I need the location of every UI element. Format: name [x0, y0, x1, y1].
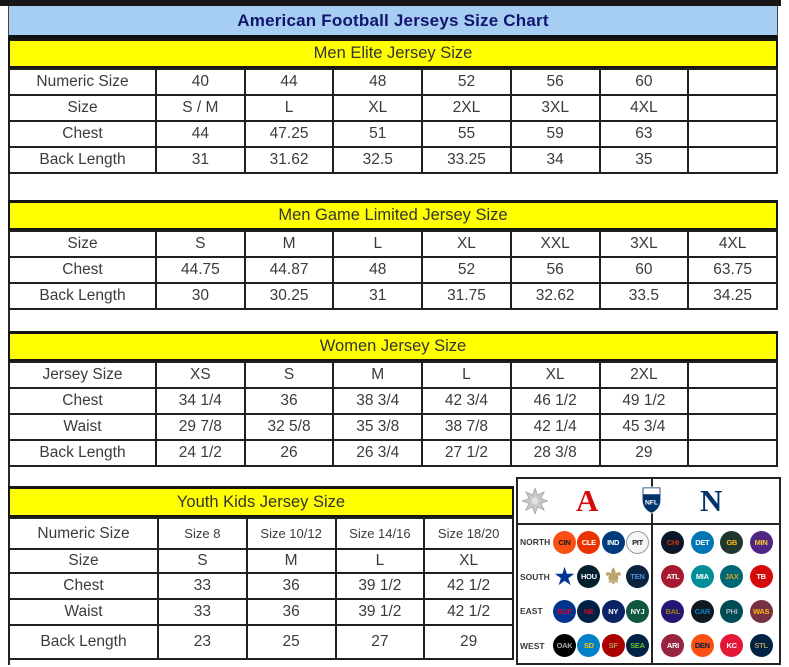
value-cell: 36 — [247, 599, 336, 625]
women-size-table — [8, 331, 778, 467]
team-logo-hou-icon: HOU — [577, 565, 600, 588]
value-cell: 56 — [511, 257, 600, 283]
value-cell: 31 — [156, 147, 245, 173]
row-label-cell: Chest — [9, 573, 158, 599]
division-label: WEST — [520, 640, 545, 651]
row-label-cell: Size — [9, 549, 158, 573]
value-cell: 27 — [336, 625, 425, 659]
value-cell: 36 — [247, 573, 336, 599]
afc-team-group — [553, 600, 649, 623]
value-cell: 44.75 — [156, 257, 245, 283]
youth-kids-grid — [8, 517, 514, 660]
svg-text:NFL: NFL — [644, 499, 659, 507]
value-cell: M — [247, 549, 336, 573]
team-logo-gb-icon: GB — [720, 531, 743, 554]
value-cell: XL — [511, 362, 600, 388]
division-row-west — [518, 629, 779, 664]
team-logo-sea-icon: SEA — [626, 634, 649, 657]
value-cell: M — [245, 231, 334, 257]
value-cell: 34 1/4 — [156, 388, 245, 414]
table-row — [9, 121, 777, 147]
value-cell: 29 — [424, 625, 513, 659]
value-cell: 2XL — [600, 362, 689, 388]
value-cell: S — [158, 549, 247, 573]
division-row-east — [518, 594, 779, 629]
value-cell: 33 — [158, 599, 247, 625]
team-logo-den-icon: DEN — [691, 634, 714, 657]
value-cell — [688, 440, 777, 466]
men-game-limited-size-table — [8, 200, 778, 310]
value-cell: L — [333, 231, 422, 257]
value-cell: 56 — [511, 69, 600, 95]
division-row-north — [518, 525, 779, 560]
value-cell: 38 3/4 — [333, 388, 422, 414]
value-cell: 30 — [156, 283, 245, 309]
table-row — [9, 69, 777, 95]
nfc-team-group — [649, 565, 779, 588]
value-cell: Size 18/20 — [424, 518, 513, 549]
team-logo-det-icon: DET — [691, 531, 714, 554]
nfc-team-group — [649, 600, 779, 623]
team-logo-ari-icon: ARI — [661, 634, 684, 657]
value-cell: 34.25 — [688, 283, 777, 309]
value-cell: 33 — [158, 573, 247, 599]
value-cell: 28 3/8 — [511, 440, 600, 466]
value-cell: 30.25 — [245, 283, 334, 309]
value-cell: XL — [333, 95, 422, 121]
men-game-limited-grid — [8, 230, 778, 310]
value-cell: 3XL — [511, 95, 600, 121]
value-cell — [688, 414, 777, 440]
value-cell: L — [245, 95, 334, 121]
row-label-cell: Back Length — [9, 625, 158, 659]
team-logo-stl-icon: STL — [750, 634, 773, 657]
team-logo-min-icon: MIN — [750, 531, 773, 554]
value-cell — [688, 121, 777, 147]
value-cell: 40 — [156, 69, 245, 95]
chart-title-bar — [8, 6, 778, 38]
men-elite-size-table — [8, 38, 778, 174]
row-label-cell: Chest — [9, 388, 156, 414]
afc-team-group — [553, 565, 649, 588]
value-cell: S — [245, 362, 334, 388]
value-cell: 4XL — [600, 95, 689, 121]
section-header-women: Women Jersey Size — [8, 331, 778, 361]
value-cell: 59 — [511, 121, 600, 147]
value-cell: 29 7/8 — [156, 414, 245, 440]
value-cell: S / M — [156, 95, 245, 121]
table-row — [9, 95, 777, 121]
team-logo-ny-icon: NY — [602, 600, 625, 623]
value-cell: 49 1/2 — [600, 388, 689, 414]
value-cell: 60 — [600, 257, 689, 283]
value-cell: 39 1/2 — [336, 599, 425, 625]
team-logo-sd-icon: SD — [577, 634, 600, 657]
value-cell: 60 — [600, 69, 689, 95]
division-label: NORTH — [520, 537, 551, 548]
value-cell: Size 14/16 — [336, 518, 425, 549]
value-cell: 32.62 — [511, 283, 600, 309]
value-cell: 47.25 — [245, 121, 334, 147]
nfl-shield-icon — [641, 486, 662, 514]
team-logo-nyj-icon: NYJ — [626, 600, 649, 623]
row-label-cell: Jersey Size — [9, 362, 156, 388]
value-cell: 36 — [245, 388, 334, 414]
value-cell: 39 1/2 — [336, 573, 425, 599]
value-cell: 38 7/8 — [422, 414, 511, 440]
value-cell: 44 — [245, 69, 334, 95]
value-cell: Size 8 — [158, 518, 247, 549]
value-cell: Size 10/12 — [247, 518, 336, 549]
value-cell: 26 3/4 — [333, 440, 422, 466]
row-label-cell: Size — [9, 95, 156, 121]
row-label-cell: Back Length — [9, 147, 156, 173]
value-cell: 45 3/4 — [600, 414, 689, 440]
value-cell: 44 — [156, 121, 245, 147]
value-cell: 35 — [600, 147, 689, 173]
table-row — [9, 625, 513, 659]
value-cell: 34 — [511, 147, 600, 173]
value-cell: S — [156, 231, 245, 257]
table-row — [9, 549, 513, 573]
value-cell: 63 — [600, 121, 689, 147]
team-logo-kc-icon: KC — [720, 634, 743, 657]
value-cell — [688, 388, 777, 414]
value-cell: 51 — [333, 121, 422, 147]
value-cell: 31 — [333, 283, 422, 309]
nfc-logo-icon: N — [700, 483, 723, 518]
youth-kids-size-table — [8, 486, 514, 660]
value-cell: XXL — [511, 231, 600, 257]
row-label-cell: Waist — [9, 414, 156, 440]
value-cell: 48 — [333, 257, 422, 283]
section-header-men-elite: Men Elite Jersey Size — [8, 38, 778, 68]
table-row — [9, 599, 513, 625]
row-label-cell: Numeric Size — [9, 518, 158, 549]
team-logo-phi-icon: PHI — [720, 600, 743, 623]
row-label-cell: Waist — [9, 599, 158, 625]
table-row — [9, 283, 777, 309]
value-cell: 42 1/4 — [511, 414, 600, 440]
page-title: American Football Jerseys Size Chart — [237, 10, 549, 30]
value-cell: 26 — [245, 440, 334, 466]
value-cell: L — [336, 549, 425, 573]
value-cell — [688, 69, 777, 95]
value-cell: 46 1/2 — [511, 388, 600, 414]
row-label-cell: Numeric Size — [9, 69, 156, 95]
value-cell: 33.5 — [600, 283, 689, 309]
table-row — [9, 388, 777, 414]
value-cell: 24 1/2 — [156, 440, 245, 466]
division-row-south — [518, 560, 779, 595]
division-label: EAST — [520, 606, 543, 617]
team-logo-ne-icon: NE — [577, 600, 600, 623]
team-logo-dal-icon: ★ — [554, 564, 575, 590]
value-cell: 44.87 — [245, 257, 334, 283]
value-cell: 31.62 — [245, 147, 334, 173]
team-logo-sf-icon: SF — [602, 634, 625, 657]
team-logo-oak-icon: OAK — [553, 634, 576, 657]
value-cell: 52 — [422, 69, 511, 95]
afc-logo-icon: A — [576, 483, 599, 518]
row-label-cell: Size — [9, 231, 156, 257]
team-logo-tb-icon: TB — [750, 565, 773, 588]
team-logo-bal-icon: BAL — [661, 600, 684, 623]
men-elite-grid — [8, 68, 778, 174]
value-cell: 23 — [158, 625, 247, 659]
nfl-starburst-icon — [522, 488, 548, 514]
team-logo-no-icon: ⚜ — [603, 564, 623, 590]
table-row — [9, 414, 777, 440]
team-logo-was-icon: WAS — [750, 600, 773, 623]
row-label-cell: Back Length — [9, 440, 156, 466]
row-label-cell: Chest — [9, 121, 156, 147]
table-row — [9, 147, 777, 173]
section-header-youth-kids: Youth Kids Jersey Size — [8, 486, 514, 517]
section-header-men-game-limited: Men Game Limited Jersey Size — [8, 200, 778, 230]
conference-header-row — [518, 479, 779, 525]
value-cell: 29 — [600, 440, 689, 466]
nfc-team-group — [649, 531, 779, 554]
value-cell: 35 3/8 — [333, 414, 422, 440]
value-cell: M — [333, 362, 422, 388]
value-cell: 55 — [422, 121, 511, 147]
value-cell: 2XL — [422, 95, 511, 121]
table-row — [9, 257, 777, 283]
value-cell: 63.75 — [688, 257, 777, 283]
team-logo-ind-icon: IND — [602, 531, 625, 554]
team-logo-chi-icon: CHI — [661, 531, 684, 554]
value-cell: 32.5 — [333, 147, 422, 173]
value-cell: 27 1/2 — [422, 440, 511, 466]
value-cell: 25 — [247, 625, 336, 659]
table-row — [9, 440, 777, 466]
value-cell: L — [422, 362, 511, 388]
women-grid — [8, 361, 778, 467]
table-row — [9, 362, 777, 388]
team-logo-pit-icon: PIT — [626, 531, 649, 554]
team-logo-ten-icon: TEN — [626, 565, 649, 588]
value-cell: 4XL — [688, 231, 777, 257]
value-cell: 33.25 — [422, 147, 511, 173]
value-cell: 42 3/4 — [422, 388, 511, 414]
table-row — [9, 231, 777, 257]
value-cell: XL — [424, 549, 513, 573]
value-cell: 3XL — [600, 231, 689, 257]
value-cell: 42 1/2 — [424, 599, 513, 625]
division-label: SOUTH — [520, 571, 550, 582]
row-label-cell: Back Length — [9, 283, 156, 309]
table-row — [9, 573, 513, 599]
value-cell — [688, 362, 777, 388]
value-cell: 52 — [422, 257, 511, 283]
value-cell: XS — [156, 362, 245, 388]
value-cell: 32 5/8 — [245, 414, 334, 440]
nfc-team-group — [649, 634, 779, 657]
team-logo-buf-icon: BUF — [553, 600, 576, 623]
team-logo-atl-icon: ATL — [661, 565, 684, 588]
table-row — [9, 518, 513, 549]
afc-team-group — [553, 531, 649, 554]
nfl-team-logo-panel — [516, 477, 781, 665]
value-cell — [688, 95, 777, 121]
afc-team-group — [553, 634, 649, 657]
row-label-cell: Chest — [9, 257, 156, 283]
value-cell: 42 1/2 — [424, 573, 513, 599]
value-cell: 31.75 — [422, 283, 511, 309]
division-rows — [518, 525, 779, 663]
team-logo-jax-icon: JAX — [720, 565, 743, 588]
team-logo-cle-icon: CLE — [577, 531, 600, 554]
value-cell: 48 — [333, 69, 422, 95]
team-logo-cin-icon: CIN — [553, 531, 576, 554]
team-logo-mia-icon: MIA — [691, 565, 714, 588]
team-logo-car-icon: CAR — [691, 600, 714, 623]
value-cell: XL — [422, 231, 511, 257]
value-cell — [688, 147, 777, 173]
